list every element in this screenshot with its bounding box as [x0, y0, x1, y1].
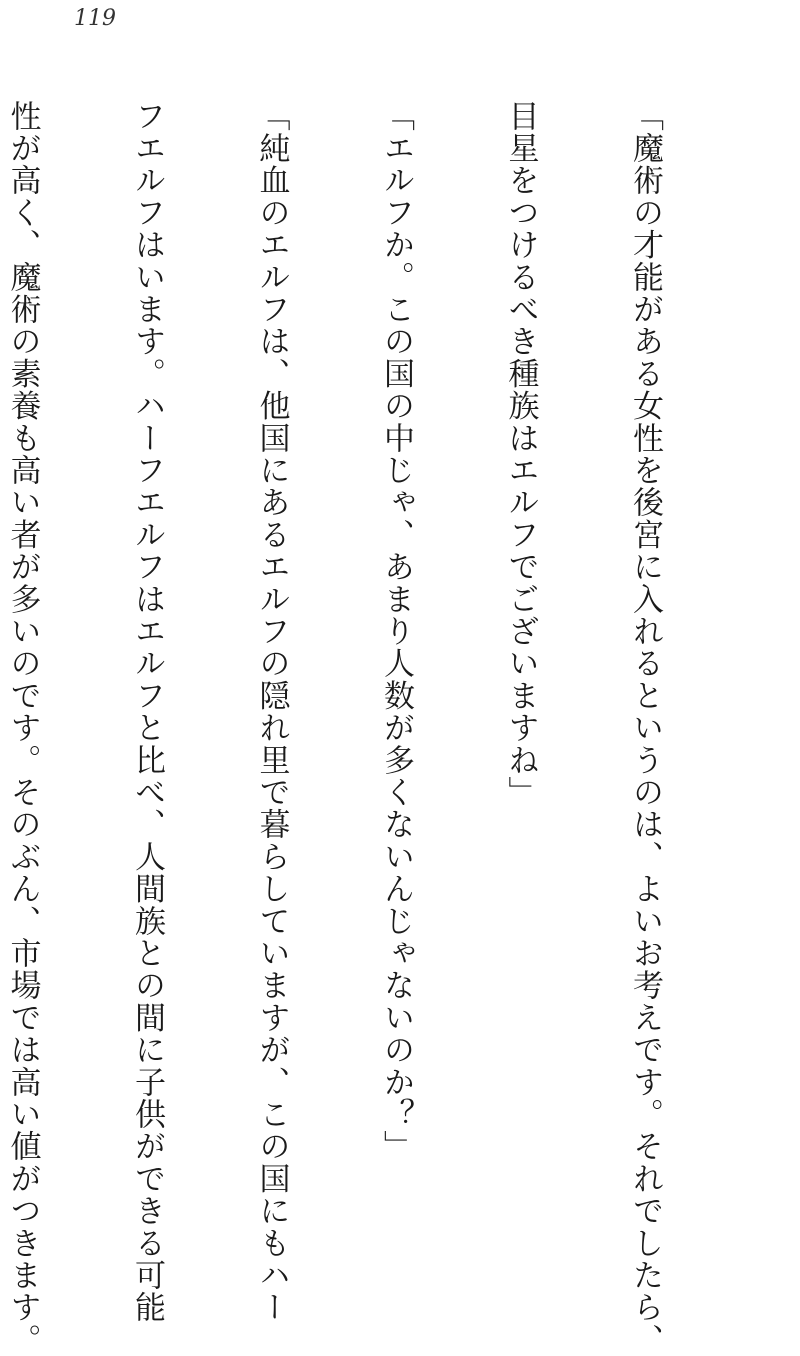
text-line: 目星をつけるべき種族はエルフでございますね」 [502, 100, 539, 809]
text-line: 「純血のエルフは、他国にあるエルフの隠れ里で暮らしていますが、この国にもハー [253, 100, 290, 1324]
text-line: 性が高く、魔術の素養も高い者が多いのです。そのぶん、市場では高い値がつきます。 [4, 100, 41, 1356]
body-text [4, 100, 748, 1356]
text-line: 「エルフか。この国の中じゃ、あまり人数が多くないんじゃないのか？」 [378, 100, 414, 1163]
text-line: 「魔術の才能がある女性を後宮に入れるというのは、よいお考えです。それでしたら、 [627, 100, 663, 1356]
text-line: フエルフはいます。ハーフエルフはエルフと比べ、人間族との間に子供ができる可能 [129, 100, 165, 1324]
page-number: 119 [74, 6, 116, 31]
